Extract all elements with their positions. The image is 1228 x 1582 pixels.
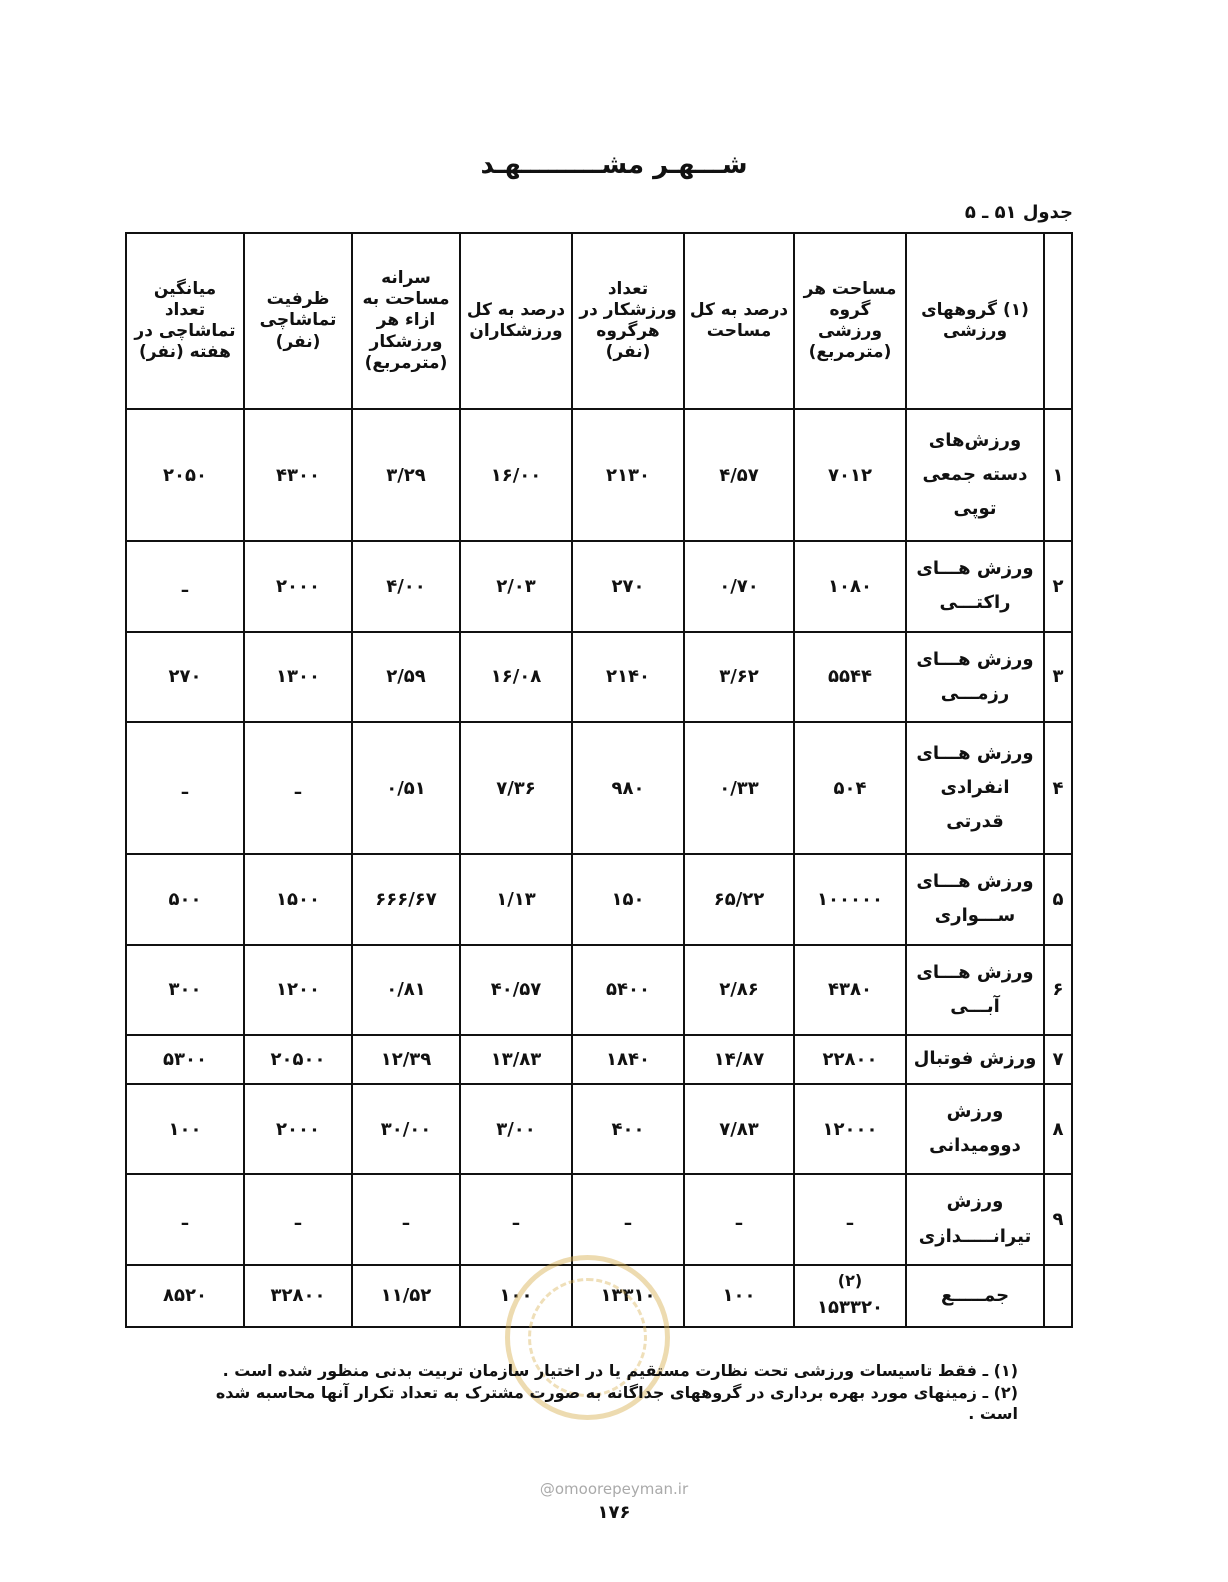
sports-facilities-table bbox=[125, 232, 1073, 1328]
athletes-pct-cell: ۱/۱۳ bbox=[460, 854, 572, 944]
table-row bbox=[126, 854, 1072, 944]
per-capita-cell: ۰/۵۱ bbox=[352, 722, 460, 854]
header-rownum bbox=[1044, 233, 1072, 409]
athletes-pct-cell: ۲/۰۳ bbox=[460, 541, 572, 631]
total-per-capita-cell: ۱۱/۵۲ bbox=[352, 1265, 460, 1327]
total-avg-spectators-cell: ۸۵۲۰ bbox=[126, 1265, 244, 1327]
per-capita-cell: ۲/۵۹ bbox=[352, 632, 460, 722]
per-capita-cell: ۰/۸۱ bbox=[352, 945, 460, 1035]
athletes-cell: ـ bbox=[572, 1174, 684, 1264]
athletes-pct-cell: ۱۶/۰۰ bbox=[460, 409, 572, 541]
total-area-pct-cell: ۱۰۰ bbox=[684, 1265, 794, 1327]
header-area: مساحت هر گروه ورزشی (مترمربع) bbox=[794, 233, 906, 409]
group-name: ورزش‌های دسته جمعی توپی bbox=[906, 409, 1044, 541]
area-pct-cell: ۶۵/۲۲ bbox=[684, 854, 794, 944]
table-row bbox=[126, 722, 1072, 854]
area-pct-cell: ۴/۵۷ bbox=[684, 409, 794, 541]
watermark-text: @omoorepeyman.ir bbox=[539, 1480, 689, 1498]
athletes-pct-cell: ۴۰/۵۷ bbox=[460, 945, 572, 1035]
avg-spectators-cell: ۲۷۰ bbox=[126, 632, 244, 722]
header-group: (۱) گروههای ورزشی bbox=[906, 233, 1044, 409]
header-row bbox=[126, 233, 1072, 409]
table-label: جدول ۵۱ ـ ۵ bbox=[964, 202, 1073, 223]
header-avg-spectators: میانگین تعداد تماشاچی در هفته (نفر) bbox=[126, 233, 244, 409]
area-pct-cell: ۱۴/۸۷ bbox=[684, 1035, 794, 1084]
group-name: ورزش هـــای ســـواری bbox=[906, 854, 1044, 944]
header-athletes-pct: درصد به کل ورزشکاران bbox=[460, 233, 572, 409]
row-number: ۱ bbox=[1044, 409, 1072, 541]
total-area-value: ۱۵۳۳۲۰ bbox=[817, 1297, 883, 1319]
table-row bbox=[126, 1084, 1072, 1174]
athletes-cell: ۲۱۴۰ bbox=[572, 632, 684, 722]
athletes-cell: ۹۸۰ bbox=[572, 722, 684, 854]
athletes-pct-cell: ۷/۳۶ bbox=[460, 722, 572, 854]
area-pct-cell: ۷/۸۳ bbox=[684, 1084, 794, 1174]
header-capacity: ظرفیت تماشاچی (نفر) bbox=[244, 233, 352, 409]
avg-spectators-cell: ۲۰۵۰ bbox=[126, 409, 244, 541]
capacity-cell: ۱۲۰۰ bbox=[244, 945, 352, 1035]
footnote-2: (۲) ـ زمینهای مورد بهره برداری در گروههای جداگانه به صورت مشترک به تعداد تکرار آنها محاسبه شده است . bbox=[215, 1382, 1018, 1424]
row-number: ۷ bbox=[1044, 1035, 1072, 1084]
group-name: ورزش هـــای آبـــی bbox=[906, 945, 1044, 1035]
group-name: ورزش فوتبال bbox=[906, 1035, 1044, 1084]
athletes-pct-cell: ۱۶/۰۸ bbox=[460, 632, 572, 722]
avg-spectators-cell: ـ bbox=[126, 541, 244, 631]
row-number: ۳ bbox=[1044, 632, 1072, 722]
athletes-cell: ۵۴۰۰ bbox=[572, 945, 684, 1035]
athletes-cell: ۱۵۰ bbox=[572, 854, 684, 944]
footnote-1: (۱) ـ فقط تاسیسات ورزشی تحت نظارت مستقیم یا در اختیار سازمان تربیت بدنی منظور شده است . bbox=[222, 1361, 1018, 1380]
row-number: ۶ bbox=[1044, 945, 1072, 1035]
total-area-cell bbox=[794, 1265, 906, 1327]
area-pct-cell: ۲/۸۶ bbox=[684, 945, 794, 1035]
athletes-cell: ۲۷۰ bbox=[572, 541, 684, 631]
table-row bbox=[126, 632, 1072, 722]
avg-spectators-cell: ۳۰۰ bbox=[126, 945, 244, 1035]
table-row bbox=[126, 1035, 1072, 1084]
capacity-cell: ـ bbox=[244, 722, 352, 854]
area-cell: ۷۰۱۲ bbox=[794, 409, 906, 541]
table-row bbox=[126, 1174, 1072, 1264]
table-row bbox=[126, 541, 1072, 631]
per-capita-cell: ۶۶۶/۶۷ bbox=[352, 854, 460, 944]
capacity-cell: ـ bbox=[244, 1174, 352, 1264]
capacity-cell: ۱۵۰۰ bbox=[244, 854, 352, 944]
athletes-pct-cell: ۳/۰۰ bbox=[460, 1084, 572, 1174]
area-pct-cell: ۰/۷۰ bbox=[684, 541, 794, 631]
per-capita-cell: ۳۰/۰۰ bbox=[352, 1084, 460, 1174]
avg-spectators-cell: ۱۰۰ bbox=[126, 1084, 244, 1174]
area-cell: ۵۰۴ bbox=[794, 722, 906, 854]
group-name: ورزش دوومیدانی bbox=[906, 1084, 1044, 1174]
page-title: شـــهـر مشـــــــــهـد bbox=[480, 150, 748, 180]
row-number bbox=[1044, 1265, 1072, 1327]
table-row bbox=[126, 945, 1072, 1035]
row-number: ۲ bbox=[1044, 541, 1072, 631]
per-capita-cell: ۴/۰۰ bbox=[352, 541, 460, 631]
header-athletes: تعداد ورزشکار در هرگروه (نفر) bbox=[572, 233, 684, 409]
area-pct-cell: ـ bbox=[684, 1174, 794, 1264]
total-athletes-cell: ۱۳۳۱۰ bbox=[572, 1265, 684, 1327]
area-cell: ۴۳۸۰ bbox=[794, 945, 906, 1035]
area-cell: ۲۲۸۰۰ bbox=[794, 1035, 906, 1084]
total-athletes-pct-cell: ۱۰۰ bbox=[460, 1265, 572, 1327]
per-capita-cell: ۳/۲۹ bbox=[352, 409, 460, 541]
footnotes bbox=[198, 1360, 1018, 1425]
total-label: جمـــــع bbox=[906, 1265, 1044, 1327]
row-number: ۹ bbox=[1044, 1174, 1072, 1264]
area-cell: ۱۰۰۰۰۰ bbox=[794, 854, 906, 944]
table-row bbox=[126, 409, 1072, 541]
header-area-pct: درصد به کل مساحت bbox=[684, 233, 794, 409]
per-capita-cell: ۱۲/۳۹ bbox=[352, 1035, 460, 1084]
area-pct-cell: ۰/۳۳ bbox=[684, 722, 794, 854]
area-pct-cell: ۳/۶۲ bbox=[684, 632, 794, 722]
capacity-cell: ۲۰۰۰ bbox=[244, 541, 352, 631]
footnote-ref: (۲) bbox=[837, 1271, 863, 1291]
total-capacity-cell: ۳۲۸۰۰ bbox=[244, 1265, 352, 1327]
capacity-cell: ۴۳۰۰ bbox=[244, 409, 352, 541]
avg-spectators-cell: ۵۳۰۰ bbox=[126, 1035, 244, 1084]
capacity-cell: ۱۳۰۰ bbox=[244, 632, 352, 722]
row-number: ۵ bbox=[1044, 854, 1072, 944]
group-name: ورزش تیرانـــــدازی bbox=[906, 1174, 1044, 1264]
area-cell: ـ bbox=[794, 1174, 906, 1264]
page-number: ۱۷۶ bbox=[597, 1502, 631, 1523]
athletes-pct-cell: ـ bbox=[460, 1174, 572, 1264]
row-number: ۸ bbox=[1044, 1084, 1072, 1174]
athletes-cell: ۲۱۳۰ bbox=[572, 409, 684, 541]
header-per-capita: سرانه مساحت به ازاء هر ورزشکار (مترمربع) bbox=[352, 233, 460, 409]
area-cell: ۱۲۰۰۰ bbox=[794, 1084, 906, 1174]
athletes-pct-cell: ۱۳/۸۳ bbox=[460, 1035, 572, 1084]
capacity-cell: ۲۰۵۰۰ bbox=[244, 1035, 352, 1084]
group-name: ورزش هـــای رزمـــی bbox=[906, 632, 1044, 722]
capacity-cell: ۲۰۰۰ bbox=[244, 1084, 352, 1174]
avg-spectators-cell: ۵۰۰ bbox=[126, 854, 244, 944]
athletes-cell: ۱۸۴۰ bbox=[572, 1035, 684, 1084]
area-cell: ۵۵۴۴ bbox=[794, 632, 906, 722]
per-capita-cell: ـ bbox=[352, 1174, 460, 1264]
avg-spectators-cell: ـ bbox=[126, 1174, 244, 1264]
group-name: ورزش هـــای راکتـــی bbox=[906, 541, 1044, 631]
avg-spectators-cell: ـ bbox=[126, 722, 244, 854]
area-cell: ۱۰۸۰ bbox=[794, 541, 906, 631]
athletes-cell: ۴۰۰ bbox=[572, 1084, 684, 1174]
group-name: ورزش هـــای انفرادی قدرتی bbox=[906, 722, 1044, 854]
row-number: ۴ bbox=[1044, 722, 1072, 854]
